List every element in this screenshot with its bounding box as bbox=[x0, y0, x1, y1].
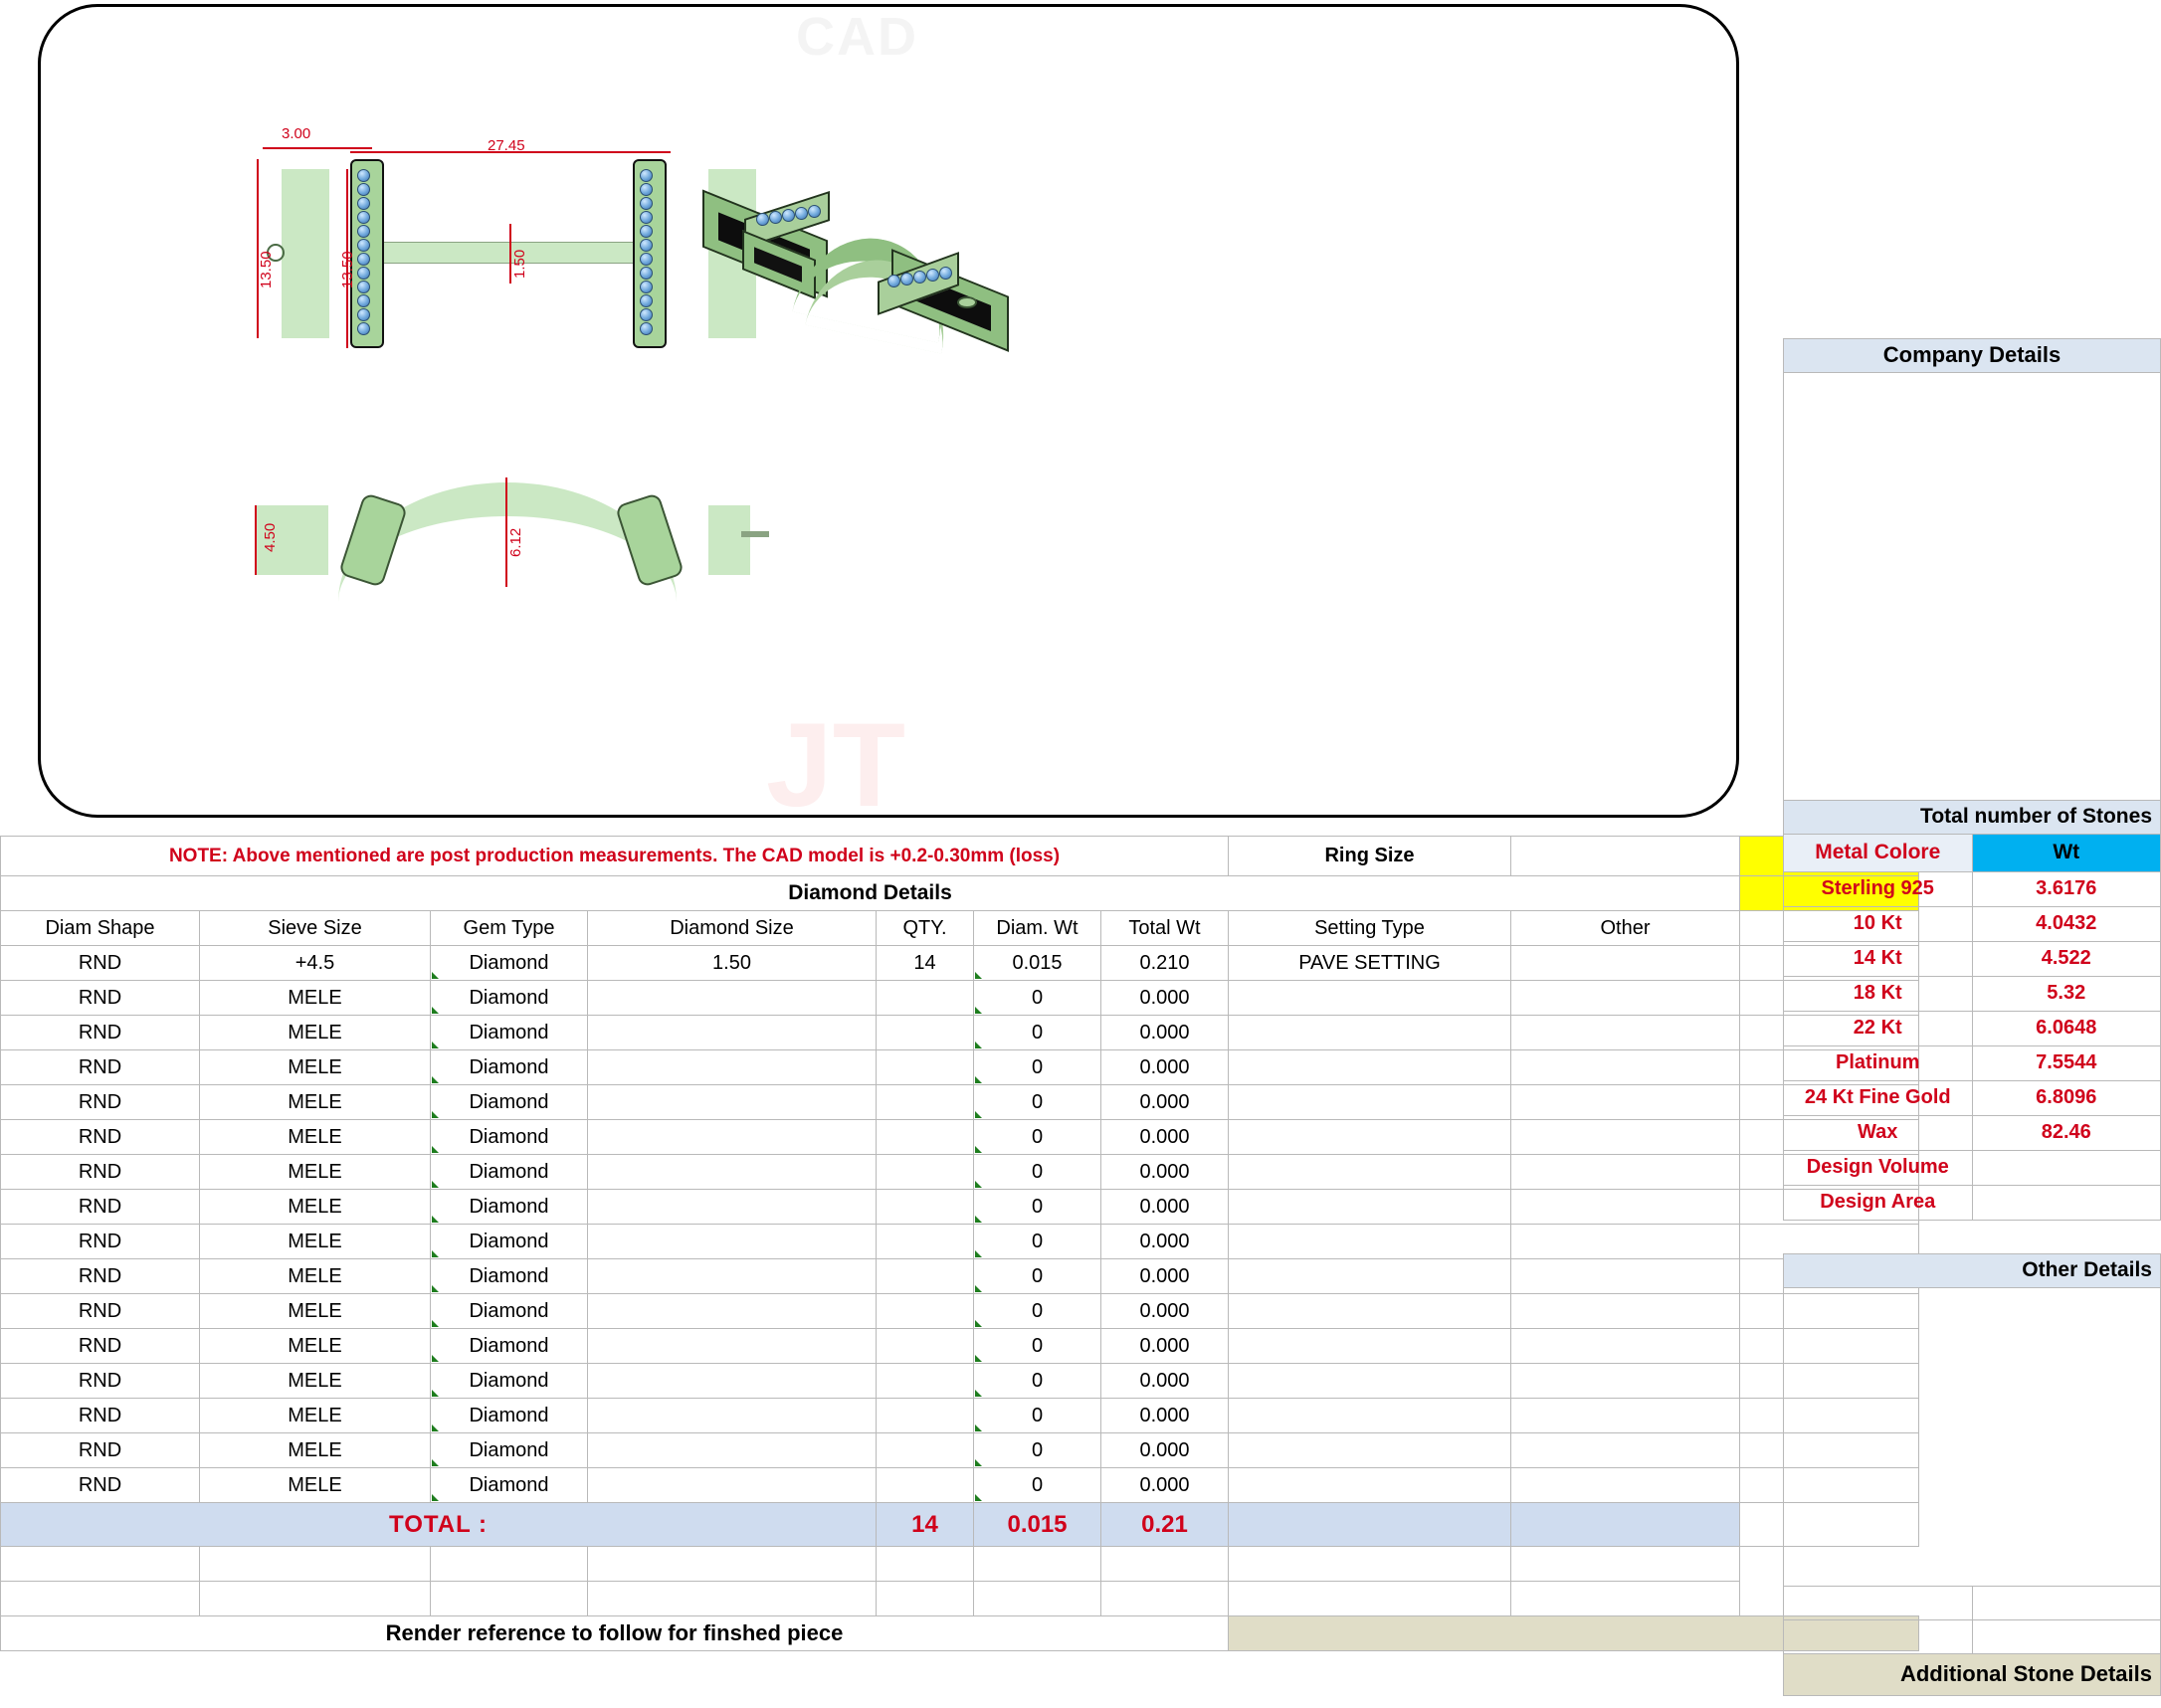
cell-sieve[interactable]: MELE bbox=[200, 1433, 431, 1468]
blank-cell bbox=[588, 1547, 877, 1582]
cell-dwt[interactable]: 0 bbox=[974, 1016, 1101, 1050]
total-diam-wt: 0.015 bbox=[974, 1503, 1101, 1547]
ring-size-label: Ring Size bbox=[1229, 837, 1511, 876]
cell-qty[interactable] bbox=[877, 1364, 974, 1399]
cell-sieve[interactable]: MELE bbox=[200, 981, 431, 1016]
cell-qty[interactable] bbox=[877, 1155, 974, 1190]
table-row[interactable] bbox=[1, 946, 1919, 981]
cell-shape[interactable]: RND bbox=[1, 1050, 200, 1085]
cell-setting[interactable] bbox=[1229, 1190, 1511, 1225]
blank-row bbox=[1, 1547, 1919, 1582]
cell-twt[interactable]: 0.000 bbox=[1101, 1399, 1229, 1433]
cell-gem[interactable]: Diamond bbox=[431, 1329, 588, 1364]
metal-wt: 3.6176 bbox=[1972, 871, 2161, 906]
diamond-details-title: Diamond Details bbox=[1, 876, 1740, 911]
cell-setting[interactable] bbox=[1229, 1294, 1511, 1329]
table-row[interactable] bbox=[1, 1259, 1919, 1294]
cell-qty[interactable] bbox=[877, 1050, 974, 1085]
cad-isometric-view bbox=[696, 199, 1134, 418]
cell-shape[interactable]: RND bbox=[1, 1433, 200, 1468]
dim-6-12: 6.12 bbox=[507, 527, 524, 557]
blank-cell bbox=[974, 1582, 1101, 1616]
cell-twt[interactable]: 0.000 bbox=[1101, 1120, 1229, 1155]
panel-blank-cell bbox=[1972, 1586, 2161, 1619]
cell-twt[interactable]: 0.000 bbox=[1101, 1329, 1229, 1364]
col-sieve-size: Sieve Size bbox=[200, 911, 431, 946]
cell-size[interactable] bbox=[588, 1120, 877, 1155]
cell-setting[interactable] bbox=[1229, 1433, 1511, 1468]
blank-cell bbox=[877, 1547, 974, 1582]
blank-cell bbox=[588, 1582, 877, 1616]
cell-gem[interactable]: Diamond bbox=[431, 1155, 588, 1190]
metal-row bbox=[1784, 976, 2161, 1011]
metal-row bbox=[1784, 1080, 2161, 1115]
blank-cell bbox=[200, 1547, 431, 1582]
panel-gap bbox=[1784, 1220, 2161, 1253]
metal-name: Sterling 925 bbox=[1784, 871, 1973, 906]
cell-dwt[interactable]: 0 bbox=[974, 1085, 1101, 1120]
blank-cell bbox=[1101, 1582, 1229, 1616]
col-diam-wt: Diam. Wt bbox=[974, 911, 1101, 946]
cell-sieve[interactable]: +4.5 bbox=[200, 946, 431, 981]
cell-sieve[interactable]: MELE bbox=[200, 1016, 431, 1050]
cell-shape[interactable]: RND bbox=[1, 946, 200, 981]
metal-name: 24 Kt Fine Gold bbox=[1784, 1080, 1973, 1115]
blank-cell bbox=[200, 1582, 431, 1616]
cell-qty[interactable] bbox=[877, 1120, 974, 1155]
metal-row bbox=[1784, 1011, 2161, 1045]
total-other-blank bbox=[1511, 1503, 1740, 1547]
cell-gem[interactable]: Diamond bbox=[431, 1259, 588, 1294]
metal-wt: 6.8096 bbox=[1972, 1080, 2161, 1115]
cell-other[interactable] bbox=[1511, 1259, 1740, 1294]
cell-setting[interactable] bbox=[1229, 981, 1511, 1016]
blank-cell bbox=[1511, 1547, 1740, 1582]
metal-row bbox=[1784, 1150, 2161, 1185]
render-reference-row bbox=[1, 1616, 1919, 1651]
table-row[interactable] bbox=[1, 1120, 1919, 1155]
blank-cell bbox=[1511, 1582, 1740, 1616]
cell-shape[interactable]: RND bbox=[1, 1225, 200, 1259]
metal-wt: 82.46 bbox=[1972, 1115, 2161, 1150]
cell-setting[interactable] bbox=[1229, 1259, 1511, 1294]
table-row[interactable] bbox=[1, 1155, 1919, 1190]
cell-setting[interactable] bbox=[1229, 1399, 1511, 1433]
cell-size[interactable] bbox=[588, 1155, 877, 1190]
cell-shape[interactable]: RND bbox=[1, 1329, 200, 1364]
total-setting-blank bbox=[1229, 1503, 1511, 1547]
metal-row bbox=[1784, 1115, 2161, 1150]
cell-gem[interactable]: Diamond bbox=[431, 946, 588, 981]
cell-shape[interactable]: RND bbox=[1, 1085, 200, 1120]
total-total-wt: 0.21 bbox=[1101, 1503, 1229, 1547]
cell-shape[interactable]: RND bbox=[1, 1155, 200, 1190]
table-row[interactable] bbox=[1, 1364, 1919, 1399]
col-diamond-size: Diamond Size bbox=[588, 911, 877, 946]
cell-sieve[interactable]: MELE bbox=[200, 1364, 431, 1399]
cell-sieve[interactable]: MELE bbox=[200, 1294, 431, 1329]
cell-qty[interactable]: 14 bbox=[877, 946, 974, 981]
metal-name: 10 Kt bbox=[1784, 906, 1973, 941]
cell-gem[interactable]: Diamond bbox=[431, 1399, 588, 1433]
cell-sieve[interactable]: MELE bbox=[200, 1399, 431, 1433]
cell-size[interactable] bbox=[588, 1399, 877, 1433]
cell-dwt[interactable]: 0 bbox=[974, 1120, 1101, 1155]
cell-size[interactable] bbox=[588, 1085, 877, 1120]
cell-twt[interactable]: 0.000 bbox=[1101, 1085, 1229, 1120]
cell-other[interactable] bbox=[1511, 1050, 1740, 1085]
cell-dwt[interactable]: 0 bbox=[974, 1468, 1101, 1503]
additional-stone-details-header: Additional Stone Details bbox=[1784, 1653, 2161, 1695]
cell-setting[interactable] bbox=[1229, 1468, 1511, 1503]
cell-shape[interactable]: RND bbox=[1, 1259, 200, 1294]
iso-pivot bbox=[957, 296, 977, 308]
cell-other[interactable] bbox=[1511, 1225, 1740, 1259]
cell-size[interactable] bbox=[588, 1016, 877, 1050]
metal-wt: 6.0648 bbox=[1972, 1011, 2161, 1045]
cell-twt[interactable]: 0.000 bbox=[1101, 1050, 1229, 1085]
cell-dwt[interactable]: 0 bbox=[974, 1399, 1101, 1433]
cell-size[interactable] bbox=[588, 1364, 877, 1399]
table-row[interactable] bbox=[1, 1329, 1919, 1364]
dim-27-45: 27.45 bbox=[488, 137, 525, 154]
dim-13-50-a: 13.50 bbox=[258, 251, 275, 288]
metal-row bbox=[1784, 906, 2161, 941]
table-header-row bbox=[1, 911, 1919, 946]
col-total-wt: Total Wt bbox=[1101, 911, 1229, 946]
total-row bbox=[1, 1503, 1919, 1547]
metal-wt[interactable] bbox=[1972, 1150, 2161, 1185]
dim-1-50: 1.50 bbox=[511, 249, 528, 279]
cell-qty[interactable] bbox=[877, 1433, 974, 1468]
cell-dwt[interactable]: 0 bbox=[974, 1329, 1101, 1364]
cell-twt[interactable]: 0.000 bbox=[1101, 981, 1229, 1016]
blank-cell bbox=[431, 1547, 588, 1582]
other-details-body[interactable] bbox=[1784, 1287, 2161, 1586]
cell-other[interactable] bbox=[1511, 1120, 1740, 1155]
cell-other[interactable] bbox=[1511, 946, 1740, 981]
metal-name: Platinum bbox=[1784, 1045, 1973, 1080]
col-other: Other bbox=[1511, 911, 1740, 946]
cell-shape[interactable]: RND bbox=[1, 1190, 200, 1225]
blank-cell bbox=[877, 1582, 974, 1616]
cell-twt[interactable]: 0.000 bbox=[1101, 1190, 1229, 1225]
metal-name: 14 Kt bbox=[1784, 941, 1973, 976]
metal-row bbox=[1784, 1185, 2161, 1220]
blank-cell bbox=[1229, 1547, 1511, 1582]
cell-setting[interactable] bbox=[1229, 1120, 1511, 1155]
metal-name: Design Area bbox=[1784, 1185, 1973, 1220]
col-diam-shape: Diam Shape bbox=[1, 911, 200, 946]
cell-size[interactable] bbox=[588, 1190, 877, 1225]
cell-dwt[interactable]: 0 bbox=[974, 1433, 1101, 1468]
cell-gem[interactable]: Diamond bbox=[431, 1468, 588, 1503]
cell-gem[interactable]: Diamond bbox=[431, 1294, 588, 1329]
cell-sieve[interactable]: MELE bbox=[200, 1085, 431, 1120]
cell-gem[interactable]: Diamond bbox=[431, 1190, 588, 1225]
cell-other[interactable] bbox=[1511, 1016, 1740, 1050]
cell-qty[interactable] bbox=[877, 1259, 974, 1294]
table-row[interactable] bbox=[1, 981, 1919, 1016]
metal-colore-header: Metal Colore bbox=[1784, 834, 1973, 871]
metal-row bbox=[1784, 871, 2161, 906]
panel-blank-cell bbox=[1784, 1619, 1973, 1653]
cell-size[interactable] bbox=[588, 1259, 877, 1294]
cell-dwt[interactable]: 0 bbox=[974, 981, 1101, 1016]
cell-sieve[interactable]: MELE bbox=[200, 1050, 431, 1085]
cell-twt[interactable]: 0.000 bbox=[1101, 1225, 1229, 1259]
cell-setting[interactable] bbox=[1229, 1329, 1511, 1364]
cell-other[interactable] bbox=[1511, 981, 1740, 1016]
cell-other[interactable] bbox=[1511, 1433, 1740, 1468]
cell-setting[interactable] bbox=[1229, 1050, 1511, 1085]
cell-gem[interactable]: Diamond bbox=[431, 1225, 588, 1259]
cell-gem[interactable]: Diamond bbox=[431, 1050, 588, 1085]
cell-other[interactable] bbox=[1511, 1190, 1740, 1225]
total-stones-header: Total number of Stones bbox=[1784, 800, 2161, 834]
table-row[interactable] bbox=[1, 1016, 1919, 1050]
cell-qty[interactable] bbox=[877, 1016, 974, 1050]
cell-size[interactable] bbox=[588, 1225, 877, 1259]
metal-wt: 5.32 bbox=[1972, 976, 2161, 1011]
dim-3-00: 3.00 bbox=[282, 125, 311, 142]
cell-qty[interactable] bbox=[877, 1468, 974, 1503]
diamond-details-title-row bbox=[1, 876, 1919, 911]
watermark-top: CAD bbox=[796, 7, 918, 67]
table-row[interactable] bbox=[1, 1294, 1919, 1329]
cell-dwt[interactable]: 0.015 bbox=[974, 946, 1101, 981]
cell-dwt[interactable]: 0 bbox=[974, 1050, 1101, 1085]
cell-gem[interactable]: Diamond bbox=[431, 1120, 588, 1155]
cell-sieve[interactable]: MELE bbox=[200, 1468, 431, 1503]
cell-size[interactable] bbox=[588, 981, 877, 1016]
metal-wt: 4.0432 bbox=[1972, 906, 2161, 941]
cell-shape[interactable]: RND bbox=[1, 1120, 200, 1155]
metal-wt[interactable] bbox=[1972, 1185, 2161, 1220]
cad-side-pad-right bbox=[708, 505, 750, 575]
col-gem-type: Gem Type bbox=[431, 911, 588, 946]
blank-cell bbox=[974, 1547, 1101, 1582]
metal-weight-panel bbox=[1783, 0, 2161, 1708]
panel-top-blank bbox=[1784, 0, 2161, 338]
cell-qty[interactable] bbox=[877, 1085, 974, 1120]
cell-shape[interactable]: RND bbox=[1, 1294, 200, 1329]
metal-name: 22 Kt bbox=[1784, 1011, 1973, 1045]
dim-13-50-b: 13.50 bbox=[339, 251, 356, 288]
total-qty: 14 bbox=[877, 1503, 974, 1547]
metal-weight-table bbox=[1783, 0, 2161, 1696]
cell-size[interactable] bbox=[588, 1433, 877, 1468]
metal-name: 18 Kt bbox=[1784, 976, 1973, 1011]
cad-side-post bbox=[741, 531, 769, 537]
cell-other[interactable] bbox=[1511, 1399, 1740, 1433]
cell-setting[interactable] bbox=[1229, 1155, 1511, 1190]
panel-blank-cell bbox=[1972, 1619, 2161, 1653]
diamond-details-table bbox=[0, 836, 1919, 1651]
cell-shape[interactable]: RND bbox=[1, 981, 200, 1016]
cell-gem[interactable]: Diamond bbox=[431, 1364, 588, 1399]
table-row[interactable] bbox=[1, 1399, 1919, 1433]
table-row[interactable] bbox=[1, 1085, 1919, 1120]
cell-size[interactable] bbox=[588, 1468, 877, 1503]
wt-header: Wt bbox=[1972, 834, 2161, 871]
cell-size[interactable] bbox=[588, 1329, 877, 1364]
cell-twt[interactable]: 0.000 bbox=[1101, 1294, 1229, 1329]
cell-gem[interactable]: Diamond bbox=[431, 1016, 588, 1050]
blank-cell bbox=[431, 1582, 588, 1616]
cell-shape[interactable]: RND bbox=[1, 1364, 200, 1399]
cell-sieve[interactable]: MELE bbox=[200, 1155, 431, 1190]
other-details-header: Other Details bbox=[1784, 1253, 2161, 1287]
cell-twt[interactable]: 0.000 bbox=[1101, 1155, 1229, 1190]
cell-qty[interactable] bbox=[877, 1190, 974, 1225]
cell-shape[interactable]: RND bbox=[1, 1468, 200, 1503]
blank-row bbox=[1, 1582, 1919, 1616]
cell-gem[interactable]: Diamond bbox=[431, 1433, 588, 1468]
col-setting-type: Setting Type bbox=[1229, 911, 1511, 946]
cell-twt[interactable]: 0.000 bbox=[1101, 1364, 1229, 1399]
table-row[interactable] bbox=[1, 1225, 1919, 1259]
cell-qty[interactable] bbox=[877, 1294, 974, 1329]
cell-dwt[interactable]: 0 bbox=[974, 1294, 1101, 1329]
metal-wt: 7.5544 bbox=[1972, 1045, 2161, 1080]
cad-preview-panel bbox=[0, 0, 1781, 832]
panel-blank-cell bbox=[1784, 1586, 1973, 1619]
production-note: NOTE: Above mentioned are post production measurements. The CAD model is +0.2-0.30mm (loss) bbox=[1, 837, 1229, 876]
blank-cell bbox=[1229, 1582, 1511, 1616]
cell-dwt[interactable]: 0 bbox=[974, 1259, 1101, 1294]
cell-gem[interactable]: Diamond bbox=[431, 1085, 588, 1120]
cad-pad-left bbox=[282, 169, 329, 338]
cell-setting[interactable] bbox=[1229, 1085, 1511, 1120]
cell-shape[interactable]: RND bbox=[1, 1016, 200, 1050]
cell-qty[interactable] bbox=[877, 1399, 974, 1433]
col-qty: QTY. bbox=[877, 911, 974, 946]
cell-gem[interactable]: Diamond bbox=[431, 981, 588, 1016]
metal-name: Wax bbox=[1784, 1115, 1973, 1150]
table-row[interactable] bbox=[1, 1050, 1919, 1085]
cell-other[interactable] bbox=[1511, 1468, 1740, 1503]
blank-cell bbox=[1, 1582, 200, 1616]
metal-row bbox=[1784, 1045, 2161, 1080]
cell-size[interactable]: 1.50 bbox=[588, 946, 877, 981]
blank-cell bbox=[1101, 1547, 1229, 1582]
cell-twt[interactable]: 0.000 bbox=[1101, 1016, 1229, 1050]
table-row[interactable] bbox=[1, 1468, 1919, 1503]
cell-sieve[interactable]: MELE bbox=[200, 1120, 431, 1155]
total-label: TOTAL : bbox=[1, 1503, 877, 1547]
render-reference-note: Render reference to follow for finshed piece bbox=[1, 1616, 1229, 1651]
cell-other[interactable] bbox=[1511, 1155, 1740, 1190]
dim-4-50: 4.50 bbox=[262, 522, 279, 552]
metal-wt: 4.522 bbox=[1972, 941, 2161, 976]
note-row bbox=[1, 837, 1919, 876]
cell-setting[interactable] bbox=[1229, 1364, 1511, 1399]
table-row[interactable] bbox=[1, 1433, 1919, 1468]
company-details-body[interactable] bbox=[1784, 372, 2161, 800]
metal-row bbox=[1784, 941, 2161, 976]
cell-sieve[interactable]: MELE bbox=[200, 1225, 431, 1259]
cell-setting[interactable] bbox=[1229, 1016, 1511, 1050]
cell-dwt[interactable]: 0 bbox=[974, 1190, 1101, 1225]
cell-setting[interactable]: PAVE SETTING bbox=[1229, 946, 1511, 981]
table-row[interactable] bbox=[1, 1190, 1919, 1225]
cell-size[interactable] bbox=[588, 1050, 877, 1085]
cell-other[interactable] bbox=[1511, 1294, 1740, 1329]
cell-sieve[interactable]: MELE bbox=[200, 1190, 431, 1225]
cell-sieve[interactable]: MELE bbox=[200, 1329, 431, 1364]
metal-name: Design Volume bbox=[1784, 1150, 1973, 1185]
cell-qty[interactable] bbox=[877, 1329, 974, 1364]
cell-qty[interactable] bbox=[877, 981, 974, 1016]
blank-cell bbox=[1, 1547, 200, 1582]
cell-dwt[interactable]: 0 bbox=[974, 1364, 1101, 1399]
cell-dwt[interactable]: 0 bbox=[974, 1155, 1101, 1190]
cell-size[interactable] bbox=[588, 1294, 877, 1329]
cell-twt[interactable]: 0.000 bbox=[1101, 1259, 1229, 1294]
cell-sieve[interactable]: MELE bbox=[200, 1259, 431, 1294]
cell-qty[interactable] bbox=[877, 1225, 974, 1259]
cell-other[interactable] bbox=[1511, 1085, 1740, 1120]
cell-dwt[interactable]: 0 bbox=[974, 1225, 1101, 1259]
cell-twt[interactable]: 0.000 bbox=[1101, 1468, 1229, 1503]
cell-twt[interactable]: 0.000 bbox=[1101, 1433, 1229, 1468]
ring-size-value[interactable] bbox=[1511, 837, 1740, 876]
cell-other[interactable] bbox=[1511, 1329, 1740, 1364]
cell-twt[interactable]: 0.210 bbox=[1101, 946, 1229, 981]
company-details-header: Company Details bbox=[1784, 338, 2161, 372]
watermark-bottom: JT bbox=[766, 698, 906, 832]
cell-other[interactable] bbox=[1511, 1364, 1740, 1399]
cell-shape[interactable]: RND bbox=[1, 1399, 200, 1433]
cell-setting[interactable] bbox=[1229, 1225, 1511, 1259]
